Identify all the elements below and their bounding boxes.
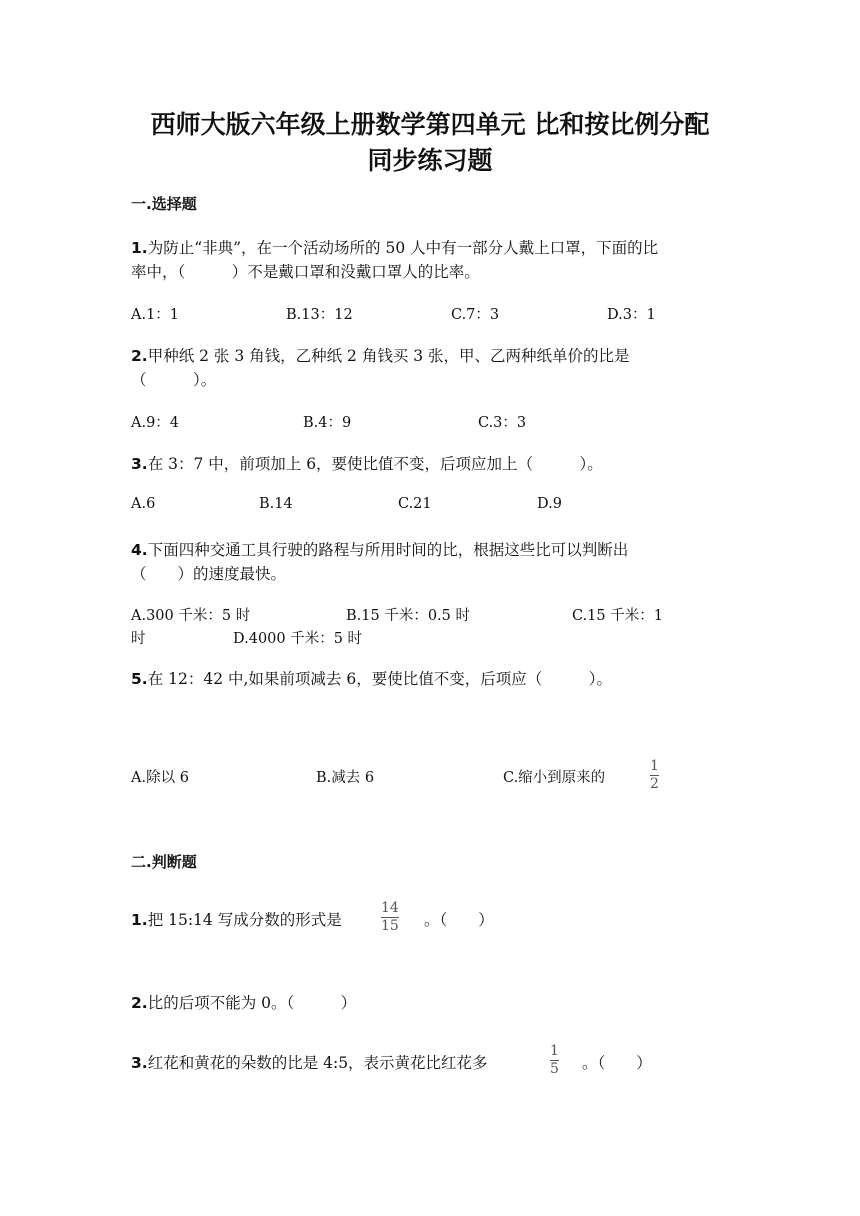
- judge-1-text: [131, 908, 342, 930]
- question-3-line1: [131, 452, 603, 474]
- option-a: A.6: [131, 496, 156, 512]
- question-text: 为防止“非典”，在一个活动场所的 50 人中有一部分人戴上口罩，下面的比: [147, 239, 659, 257]
- judge-1-answer: 。（ ）: [424, 911, 494, 929]
- question-5-line1: [131, 667, 612, 689]
- judge-2-text: [131, 991, 356, 1013]
- option-b: B.减去 6: [316, 770, 375, 786]
- question-text: 比的后项不能为 0。（ ）: [147, 994, 357, 1012]
- question-number: 2.: [131, 994, 148, 1012]
- fraction-denominator: 2: [650, 776, 659, 792]
- option-b: B.4：9: [303, 415, 352, 431]
- section-heading-choice: 一.选择题: [131, 195, 197, 213]
- question-number: 3.: [131, 455, 148, 473]
- page-title-line1: 西师大版六年级上册数学第四单元 比和按比例分配: [150, 110, 710, 139]
- question-4-line1: [131, 538, 628, 560]
- question-number: 1.: [131, 239, 148, 257]
- fraction-numerator: 14: [381, 900, 399, 916]
- option-b: B.15 千米：0.5 时: [346, 608, 470, 624]
- question-text: 红花和黄花的朵数的比是 4:5，表示黄花比红花多: [147, 1054, 488, 1072]
- question-1-line1: [131, 236, 658, 258]
- section-heading-judge: 二.判断题: [131, 853, 197, 871]
- option-c: C.21: [398, 496, 432, 512]
- question-text: 在 3：7 中，前项加上 6，要使比值不变，后项应加上（ ）。: [147, 455, 603, 473]
- option-d: D.9: [537, 496, 562, 512]
- option-a: A.300 千米：5 时: [131, 608, 251, 624]
- question-number: 5.: [131, 670, 148, 688]
- option-c: C.15 千米：1: [572, 608, 663, 624]
- question-text: 在 12：42 中,如果前项减去 6，要使比值不变，后项应（ ）。: [147, 670, 612, 688]
- fraction-denominator: 5: [550, 1061, 559, 1077]
- question-number: 4.: [131, 541, 148, 559]
- question-4-line2: （ ）的速度最快。: [131, 565, 287, 583]
- fraction-fourteen-fifteenths: [381, 901, 399, 934]
- fraction-numerator: 1: [650, 758, 659, 774]
- option-c: C.7：3: [451, 307, 500, 323]
- option-b: B.13：12: [286, 307, 353, 323]
- question-2-line2: （ ）。: [131, 371, 217, 389]
- question-number: 3.: [131, 1054, 148, 1072]
- option-a: A.1：1: [131, 307, 180, 323]
- question-number: 1.: [131, 911, 148, 929]
- option-d: D.3：1: [607, 307, 656, 323]
- question-2-line1: [131, 344, 630, 366]
- option-a: A.9：4: [131, 415, 180, 431]
- option-c-wrap: 时: [131, 631, 146, 647]
- option-d: D.4000 千米：5 时: [233, 631, 363, 647]
- option-c: C.缩小到原来的: [503, 770, 606, 786]
- judge-3-text: [131, 1051, 488, 1073]
- question-1-line2: 率中，（ ）不是戴口罩和没戴口罩人的比率。: [131, 263, 480, 281]
- question-number: 2.: [131, 347, 148, 365]
- question-text: 下面四种交通工具行驶的路程与所用时间的比，根据这些比可以判断出: [147, 541, 629, 559]
- judge-3-answer: 。（ ）: [582, 1054, 652, 1072]
- fraction-numerator: 1: [550, 1043, 559, 1059]
- option-c: C.3：3: [478, 415, 527, 431]
- page-title-line2: 同步练习题: [367, 146, 493, 175]
- question-text: 把 15:14 写成分数的形式是: [147, 911, 342, 929]
- option-a: A.除以 6: [131, 770, 189, 786]
- question-text: 甲种纸 2 张 3 角钱，乙种纸 2 角钱买 3 张，甲、乙两种纸单价的比是: [147, 347, 630, 365]
- fraction-one-half: [650, 759, 659, 792]
- fraction-denominator: 15: [381, 918, 399, 934]
- fraction-one-fifth: [550, 1044, 559, 1077]
- option-b: B.14: [259, 496, 293, 512]
